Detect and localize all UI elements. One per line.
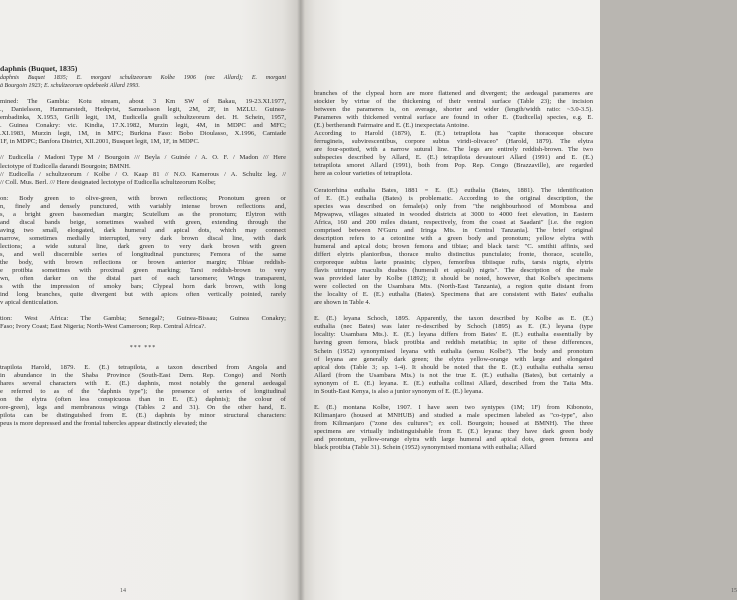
- text-line: e protibia sometimes with proximal green marking; Tarsi reddish-brown to very: [0, 267, 286, 275]
- text-line: .XI.1983, Murzin legit, 1M, in MFC; Burkina Faso: Bobo Dioulasso, X.1996, Camiade: [0, 130, 286, 138]
- paragraph-gap: [0, 187, 286, 195]
- text-line: s with the impression of smoky bars; Clypeal horn dark brown, with long: [0, 283, 286, 291]
- text-line: black protibia (Table 31). Schein (1952) synonymised montana with euthalia; Allard: [314, 444, 537, 452]
- text-line: lectotype of Eudicella darandi Bourgoin; BMNH.: [0, 162, 131, 170]
- text-line: the locality of E. (E.) euthalia (Bates). Specimens that are consistent with Bates' euthalia: [314, 291, 593, 299]
- text-line: Faso; Ivory Coast; East Nigeria; North-West Cameroon; Rep. Central Africa?.: [0, 323, 206, 331]
- text-line: on: Body green to olive-green, with brown reflections; Pronotum green or: [0, 194, 286, 202]
- text-line: are four-spotted, with a narrow sutural line. The legs are entirely reddish-brown. The two: [314, 146, 593, 154]
- text-line: // Eudicella / Madoni Type M / Bourgoin /// Beyla / Guinée / A. O. F. / Madon /// Here: [0, 154, 286, 162]
- text-line: E. (E.) leyana Schoch, 1895. Apparently, the taxon described by Kolbe as E. (E.): [314, 315, 593, 323]
- text-line: of E. (E.) euthalia (Bates) is problematic. According to the original description, the: [314, 194, 593, 202]
- text-line: . Guinea Conakry: vic. Kindia, 17.X.1982, Murzin legit, 4M, in MDPC and MFC;: [0, 122, 286, 130]
- text-line: euthalia (nec Bates) was later re-described by Schoch (1895) as E. (E.) leyana (type: [314, 323, 593, 331]
- text-line: species was described on female(s) only from "the neighbourhood of Mombosa and: [314, 202, 593, 210]
- text-line: tion: West Africa: The Gambia; Senegal?; Guinea-Bissau; Guinea Conakry;: [0, 315, 286, 323]
- text-line: was provided later by Kolbe (1892); it should be noted, however, that Kolbe's specimens: [314, 275, 593, 283]
- text-line: in South-East Kenya, is also a junior synonym of E. (E.) leyana.: [314, 387, 484, 395]
- text-line: Africa, 160 and 200 miles distant, respectively, from the coast at Saadani" [i.e. the region: [314, 218, 593, 226]
- text-line: humeral and apical dots; brown femora and tibiae; and black tarsi: "C. smithii affinis, sed: [314, 242, 593, 250]
- text-line: Kilimanjaro (housed at MNHUB) and studied a male specimen labeled as "co-type", also: [314, 411, 593, 419]
- text-line: locality: Usambara Mts.). E. (E.) leyana differs from Bates' E. (E.) euthalia essentially by: [314, 331, 593, 339]
- paragraph-gap: [0, 332, 286, 344]
- text-line: E. (E.) montana Kolbe, 1907. I have seen two syntypes (1M; 1F) from Kibonoto,: [314, 403, 593, 411]
- text-line: and pronotum, yellow-orange elytra with large humeral and apical dots, green femora and: [314, 436, 593, 444]
- left-text-column: [0, 64, 286, 600]
- right-text-column: [314, 90, 593, 600]
- text-line: mined: The Gambia: Kotu stream, about 3 Km SW of Bakau, 19-23.XI.1977,: [0, 98, 286, 106]
- text-line: trapilota Harold, 1879. E. (E.) tetrapilota, a taxon described from Angola and: [0, 363, 286, 371]
- text-line: and discal bands beige, sometimes washed with green, extending through the: [0, 218, 286, 226]
- text-line: Allard (from the Usambara Mts.) is not the true E. (E.) euthalia (Bates), but certainly a: [314, 371, 593, 379]
- text-line: were collected on the Usambara Mts. (North-East Tanzania), a region quite distant from: [314, 283, 593, 291]
- text-line: apical dots (Table 3; sp. 1-4). It should be noted that the E. (E.) euthalia euthalia sensu: [314, 363, 593, 371]
- text-line: in abundance in the Shaba Province (South-East Dem. Rep. Congo) and North: [0, 371, 286, 379]
- text-line: here as colour varieties of tetrapilota.: [314, 170, 413, 178]
- text-line: 1F, in MDPC; Banfora District, XII.2001, Busquet legit, 1M, 1F, in MDPC.: [0, 138, 200, 146]
- text-line: Ceratorrhina euthalia Bates, 1881 = E. (E.) euthalia (Bates, 1881). The identification: [314, 186, 593, 194]
- text-line: specimens are virtually indistinguishable from E. (E.) leyana: they have dark green body: [314, 427, 593, 435]
- text-line: ., Danielsson, Hammarstedt, Hedqvist, Samuelsson legit, 2M, 2F, in MZLU. Guinea-: [0, 106, 286, 114]
- right-page-number: 15: [731, 588, 737, 594]
- right-page: [301, 0, 737, 600]
- paragraph-gap: [0, 307, 286, 315]
- section-separator: *** ***: [129, 344, 157, 351]
- text-line: ä Bourgoin 1923; E. schultzeorum opdebeeki Allard 1993.: [0, 83, 140, 90]
- text-line: s, a bright green basomedian margin; Scutellum as the pronotum; Elytron with: [0, 210, 286, 218]
- text-line: ind long branches, quite divergent but with apices often vertically pointed, rarely: [0, 291, 286, 299]
- text-line: branches of the clypeal horn are more flattened and divergent; the aedeagal parameres are: [314, 90, 593, 97]
- species-heading: daphnis (Buquet, 1835): [0, 64, 78, 73]
- text-line: comprised between N'Guru and Iringa Mts. in Central Tanzania]. The brief original: [314, 226, 593, 234]
- text-line: narrow, sometimes medially interrupted, very dark brown discal line, with dark: [0, 234, 286, 242]
- text-line: hares several characters with E. (E.) daphnis, most notably the general aedeagal: [0, 379, 286, 387]
- text-line: e referred to as of the "daphnis type"); the presence of series of longitudinal: [0, 387, 286, 395]
- text-line: According to Harold (1879), E. (E.) tetrapilota has "capite thoraceque obscure: [314, 130, 593, 138]
- text-line: Mpwapwa, villages situated in wooded districts at 3000 to 4000 feet elevation, in Eastern: [314, 210, 593, 218]
- text-line: flavis utrinque maculis duabus (humerali et apicali) nigris". The description of the male: [314, 267, 593, 275]
- text-line: of leyana are generally dark green; the elytra yellow-orange with large and elongated: [314, 355, 593, 363]
- text-line: having green femora, black protibia and reddish metatibia; in spite of these differences,: [314, 339, 593, 347]
- text-line: daphnis Buquet 1835; E. morgani schultzeorum Kolbe 1906 (nec Allard); E. morgani: [0, 75, 286, 81]
- text-line: s, and well discernible series of longitudinal punctures; Femora of the same: [0, 251, 286, 259]
- paragraph-gap: [0, 352, 286, 364]
- paragraph-gap: [314, 179, 593, 187]
- text-line: Schein (1952) synonymised leyana with euthalia (sensu Kolbe?). The body and pronotum: [314, 347, 593, 355]
- paragraph-gap: [314, 396, 593, 404]
- text-line: between the parameres is, on average, shorter and wider (length/width ratio: ~3.0-3.5).: [314, 106, 593, 114]
- paragraph-gap: [0, 90, 286, 98]
- text-line: embadinka, X.1953, Grilli legit, 1M, Eudicella gralli schultzeorum det. H. Schein, 1957,: [0, 114, 286, 122]
- text-line: differt elytris planioribus, thorace multo distinctius punctulato; fronte, thorace, scutello,: [314, 250, 593, 258]
- text-line: ore-green), legs and membranous wings (Tables 2 and 31). On the other hand, E.: [0, 403, 286, 411]
- text-line: // Eudicella / schultzeorum / Kolbe / O. Kaap 81 // N.O. Kamerous / A. Schultz leg. //: [0, 170, 286, 178]
- text-line: on the elytra (often less conspicuous than in E. (E.) daphnis); the colour of: [0, 395, 286, 403]
- paragraph-gap: [0, 146, 286, 154]
- text-line: from Kilimanjaro ("zone des cultures"; ex coll. Bourgoin; housed at BMNH). The three: [314, 419, 593, 427]
- left-page-number: 14: [120, 588, 126, 594]
- text-line: the body, with brown reflections or brown anterior margin; Tibiae reddish-: [0, 259, 286, 267]
- text-line: wn, often darker on the distal part of each tarsomere; Wings transparent,: [0, 275, 286, 283]
- text-line: aving two small, elongated, dark humeral and apical dots, which may connect: [0, 226, 286, 234]
- text-line: description refers to a cetoniine with a green body and pronotum; yellow elytra with: [314, 234, 593, 242]
- text-line: are shown in Table 4.: [314, 299, 371, 307]
- text-line: lections; a wide sutural line, dark green to very dark brown with green: [0, 242, 286, 250]
- book-spine-shadow: [297, 0, 305, 600]
- paragraph-gap: [314, 307, 593, 315]
- text-line: n, finely and densely punctured, with variably intense brown reflections and,: [0, 202, 286, 210]
- text-line: subspecies described by Allard, E. (E.) tetrapilota devautouri Allard (1991) and E. (E.): [314, 154, 593, 162]
- text-line: (E.) bertherandi Fairmaire and E. (E.) inexpectata Antoine.: [314, 122, 470, 130]
- text-line: synonym of E. (E.) leyana. E. (E.) euthalia collinsi Allard, described from the Taita Mts.: [314, 379, 593, 387]
- text-line: stockier by virtue of the thickening of their ventral surface (Table 23); the incision: [314, 98, 593, 106]
- text-line: Parameres with thickened ventral surface are found in other E. (Eudicella) species, e.g. E.: [314, 114, 593, 122]
- text-line: corporeque subtus laete prasinis; clypeo, femoribus tibiisque rufis, tarsis nigris, elytris: [314, 258, 593, 266]
- text-line: pilota can be distinguished from E. (E.) daphnis by minor structural characters:: [0, 411, 286, 419]
- text-line: v apical denticulation.: [0, 299, 59, 307]
- text-line: peus is more depressed and the frontal tubercles appear distinctly elevated; the: [0, 419, 208, 427]
- text-line: ferrugineis, subvirescentibus, corpore subtus viridi-olivaceo" (Harold, 1879). The elytra: [314, 138, 593, 146]
- text-line: // Coll. Mus. Berl. /// Here designated lectotype of Eudicella schultzeorum Kolbe;: [0, 178, 216, 186]
- left-page: [0, 0, 301, 600]
- text-line: tetrapilota smorei Allard (1991), both from Pop. Rep. Congo (Brazzaville), are regarded: [314, 162, 593, 170]
